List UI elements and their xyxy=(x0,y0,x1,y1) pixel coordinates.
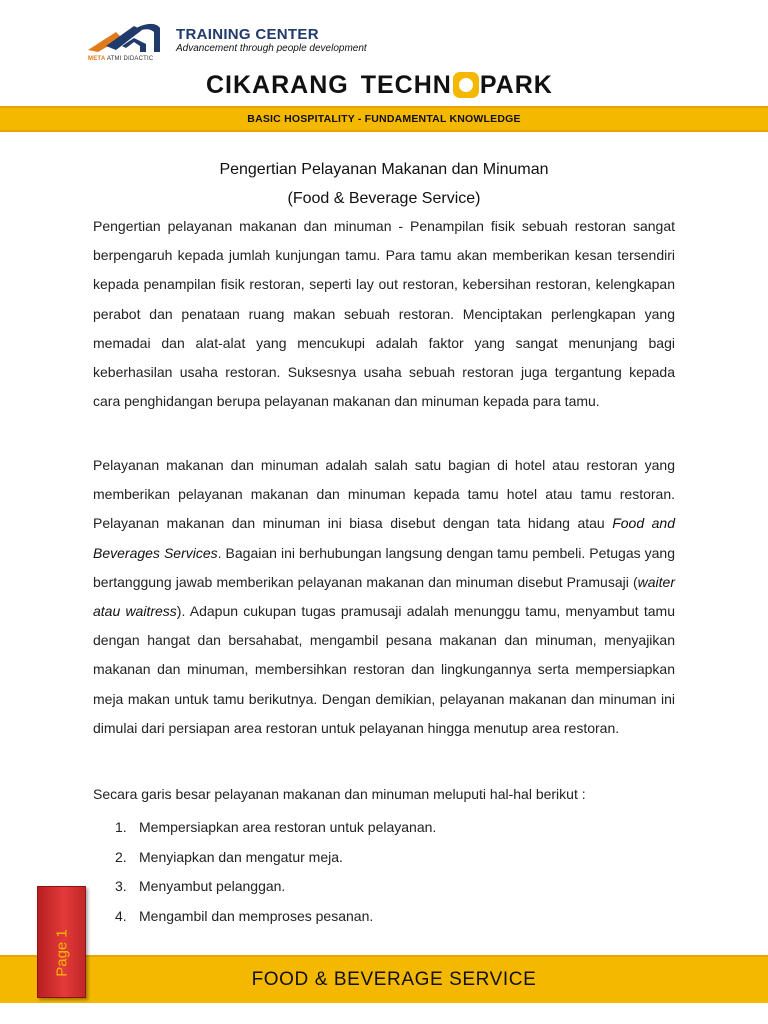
training-center-tagline: Advancement through people development xyxy=(176,43,367,54)
paragraph-2-part-b: . Bagaian ini berhubungan langsung dengan tamu pembeli. Petugas yang bertanggung jawab memberikan pelayanan makanan dan minuman disebut Pramusaji ( xyxy=(93,544,675,590)
list-item xyxy=(115,849,436,879)
list-item xyxy=(115,819,436,849)
brand-part-3: PARK xyxy=(479,70,553,99)
training-center-title: TRAINING CENTER xyxy=(176,26,319,43)
list-item-number: 4. xyxy=(115,907,127,924)
paragraph-2-emphasis-waiter: waiter atau waitress xyxy=(93,573,675,620)
paragraph-2-emphasis-food-beverages: Food and Beverages Services xyxy=(93,515,675,561)
list-item-number: 1. xyxy=(115,819,127,835)
list-item-text: Menyiapkan dan mengatur meja. xyxy=(139,848,343,865)
paragraph-3: Secara garis besar pelayanan makanan dan minuman meluputi hal-hal berikut : xyxy=(93,786,586,802)
list-item-number: 3. xyxy=(115,878,127,894)
document-subtitle: (Food & Beverage Service) xyxy=(287,190,481,207)
paragraph-1: Pengertian pelayanan makanan dan minuman - Penampilan fisik sebuah restoran sangat berpengaruh kepada jumlah kunjungan tamu. Para tamu akan memberikan kesan tersendiri kepada penampilan fisik restoran, seperti lay out restoran, kebersihan restoran, kelengkapan perabot dan penataan ruang makan sebuah restoran. Menciptakan perlengkapan yang memadai dan alat-alat yang mencukupi adalah faktor yang sangat menunjang bagi keberhasilan usaha restoran. Suksesnya usaha sebuah restoran juga tergantung kepada cara penghidangan berupa pelayanan makanan dan minuman kepada para tamu. xyxy=(93,218,675,410)
list-item xyxy=(115,878,436,908)
page-number-tab xyxy=(37,886,86,998)
paragraph-2 xyxy=(93,451,675,743)
brand-part-2: TECHN xyxy=(360,70,452,99)
logo-caption-rest: ATMI DIDACTIC xyxy=(105,56,154,62)
brand-part-1: CIKARANG xyxy=(206,70,349,99)
header-band xyxy=(0,106,768,132)
logo-caption xyxy=(88,56,153,62)
numbered-list xyxy=(115,819,436,937)
footer-band xyxy=(0,955,768,1003)
technopark-o-icon xyxy=(453,72,479,98)
paragraph-2-part-a: Pelayanan makanan dan minuman adalah salah satu bagian di hotel atau restoran yang memberikan pelayanan makanan dan minuman kepada tamu hotel atau tamu restoran. Pelayanan makanan dan minuman ini biasa disebut dengan tata hidang atau xyxy=(93,457,675,532)
paragraph-2-part-c: ). Adapun cukupan tugas pramusaji adalah menunggu tamu, menyambut tamu dengan hangat dan bersahabat, mengambil pesana makanan dan minuman, menyajikan makanan dan minuman, membersihkan restoran dan lingkungannya serta mempersiapkan meja makan untuk tamu berikutnya. Dengan demikian, pelayanan makanan dan minuman ini dimulai dari persiapan area restoran untuk pelayanan hingga menutup area restoran. xyxy=(93,603,675,736)
document-title: Pengertian Pelayanan Makanan dan Minuman xyxy=(219,161,549,178)
page-number-label: Page 1 xyxy=(53,929,70,977)
header-band-text: BASIC HOSPITALITY - FUNDAMENTAL KNOWLEDGE xyxy=(247,113,521,125)
list-item-text: Menyambut pelanggan. xyxy=(139,878,286,894)
logo-caption-brand: META xyxy=(88,56,106,62)
cikarang-technopark-wordmark xyxy=(206,68,553,102)
list-item-text: Mempersiapkan area restoran untuk pelayanan. xyxy=(139,819,437,835)
list-item-text: Mengambil dan memproses pesanan. xyxy=(139,907,374,924)
list-item xyxy=(115,908,436,938)
footer-band-text: FOOD & BEVERAGE SERVICE xyxy=(251,969,537,990)
list-item-number: 2. xyxy=(115,848,127,865)
logo-swoosh-icon xyxy=(86,20,176,60)
